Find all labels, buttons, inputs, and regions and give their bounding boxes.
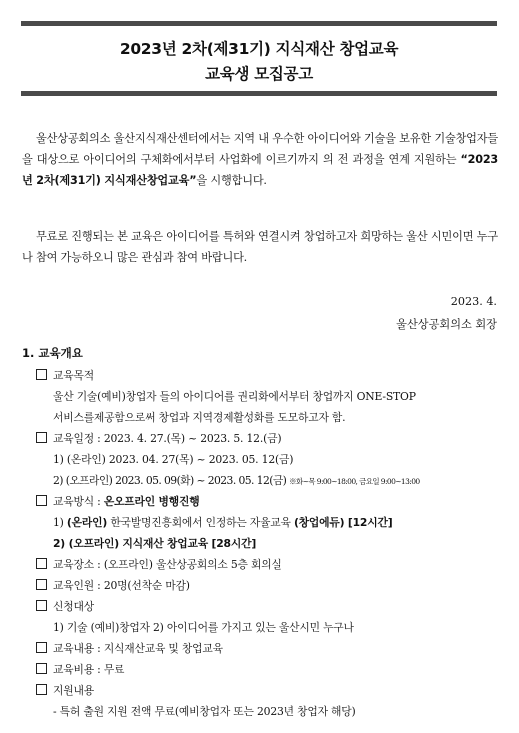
target-text: 1) 기술 (예비)창업자 2) 아이디어를 가지고 있는 울산시민 누구나 (53, 621, 354, 634)
people-item (36, 578, 190, 593)
checkbox-icon (36, 432, 47, 443)
intro-text-end: 을 시행합니다. (196, 174, 267, 187)
purpose-text-1: 울산 기술(예비)창업자 들의 아이디어를 권리화에서부터 창업까지 ONE-STOP (53, 390, 416, 403)
schedule-offline-text: 2) (오프라인) 2023. 05. 09(화) ~ 2023. 05. 12(금) (53, 474, 287, 487)
title-top-rule (21, 21, 497, 26)
checkbox-icon (36, 663, 47, 674)
schedule-offline (53, 473, 420, 488)
schedule-text: 교육일정 : 2023. 4. 27.(목) ~ 2023. 5. 12.(금) (53, 432, 282, 445)
schedule-offline-note: ※화~목 9:00~18:00, 금요일 9:00~13:00 (289, 477, 420, 486)
page-title: 2023년 2차(제31기) 지식재산 창업교육 (119, 40, 399, 58)
support-text: - 특허 출원 지원 전액 무료(예비창업자 또는 2023년 창업자 해당) (53, 705, 356, 718)
announcement-date: 2023. 4. (450, 295, 497, 308)
support-item (36, 683, 94, 698)
checkbox-icon (36, 558, 47, 569)
place-text: 교육장소 : (오프라인) 울산상공회의소 5층 회의실 (53, 558, 282, 571)
purpose-text-2: 서비스를제공함으로써 창업과 지역경제활성화를 도모하고자 함. (53, 411, 346, 424)
intro-program-name: “2023년 2차(제31기) 지식재산창업교육” (22, 153, 498, 187)
method-offline-text: 2) (오프라인) 지식재산 창업교육 [28시간] (53, 537, 257, 550)
method-online-num: 1) (53, 516, 67, 529)
method-online (53, 515, 392, 530)
support-label: 지원내용 (53, 684, 94, 697)
fee-text: 교육비용 : 무료 (53, 663, 125, 676)
checkbox-icon (36, 369, 47, 380)
schedule-item (36, 431, 281, 446)
method-online-tag: (온라인) (66, 516, 108, 529)
place-item (36, 557, 282, 572)
signature: 울산상공회의소 회장 (396, 318, 497, 331)
method-value: 온오프라인 병행진행 (103, 495, 200, 508)
intro-paragraph (22, 128, 498, 191)
method-item (36, 494, 199, 509)
fee-item (36, 662, 124, 677)
method-online-desc: 한국발명진흥회에서 인정하는 자율교육 (107, 516, 294, 529)
method-offline (53, 536, 256, 551)
people-text: 교육인원 : 20명(선착순 마감) (53, 579, 190, 592)
intro-text: 울산상공회의소 울산지식재산센터에서는 지역 내 우수한 아이디어와 기술을 보유한 기술창업자들을 대상으로 아이디어의 구체화에서부터 사업화에 이르기까지 의 전 과정을 연계 지원하는 (22, 132, 498, 166)
purpose-item (36, 368, 94, 383)
second-paragraph: 무료로 진행되는 본 교육은 아이디어를 특허와 연결시켜 창업하고자 희망하는 울산 시민이면 누구나 참여 가능하오니 많은 관심과 참여 바랍니다. (22, 230, 498, 264)
checkbox-icon (36, 642, 47, 653)
method-online-hours: (창업에듀) [12시간] (293, 516, 393, 529)
checkbox-icon (36, 684, 47, 695)
checkbox-icon (36, 600, 47, 611)
checkbox-icon (36, 495, 47, 506)
target-label: 신청대상 (53, 600, 94, 613)
title-bottom-rule (21, 91, 497, 96)
content-item (36, 641, 223, 656)
method-label: 교육방식 : (53, 495, 104, 508)
checkbox-icon (36, 579, 47, 590)
page-subtitle: 교육생 모집공고 (205, 65, 313, 83)
target-item (36, 599, 94, 614)
section-heading: 1. 교육개요 (22, 346, 83, 360)
content-text: 교육내용 : 지식재산교육 및 창업교육 (53, 642, 223, 655)
purpose-label: 교육목적 (53, 369, 94, 382)
schedule-online: 1) (온라인) 2023. 04. 27(목) ~ 2023. 05. 12(금) (53, 453, 294, 466)
